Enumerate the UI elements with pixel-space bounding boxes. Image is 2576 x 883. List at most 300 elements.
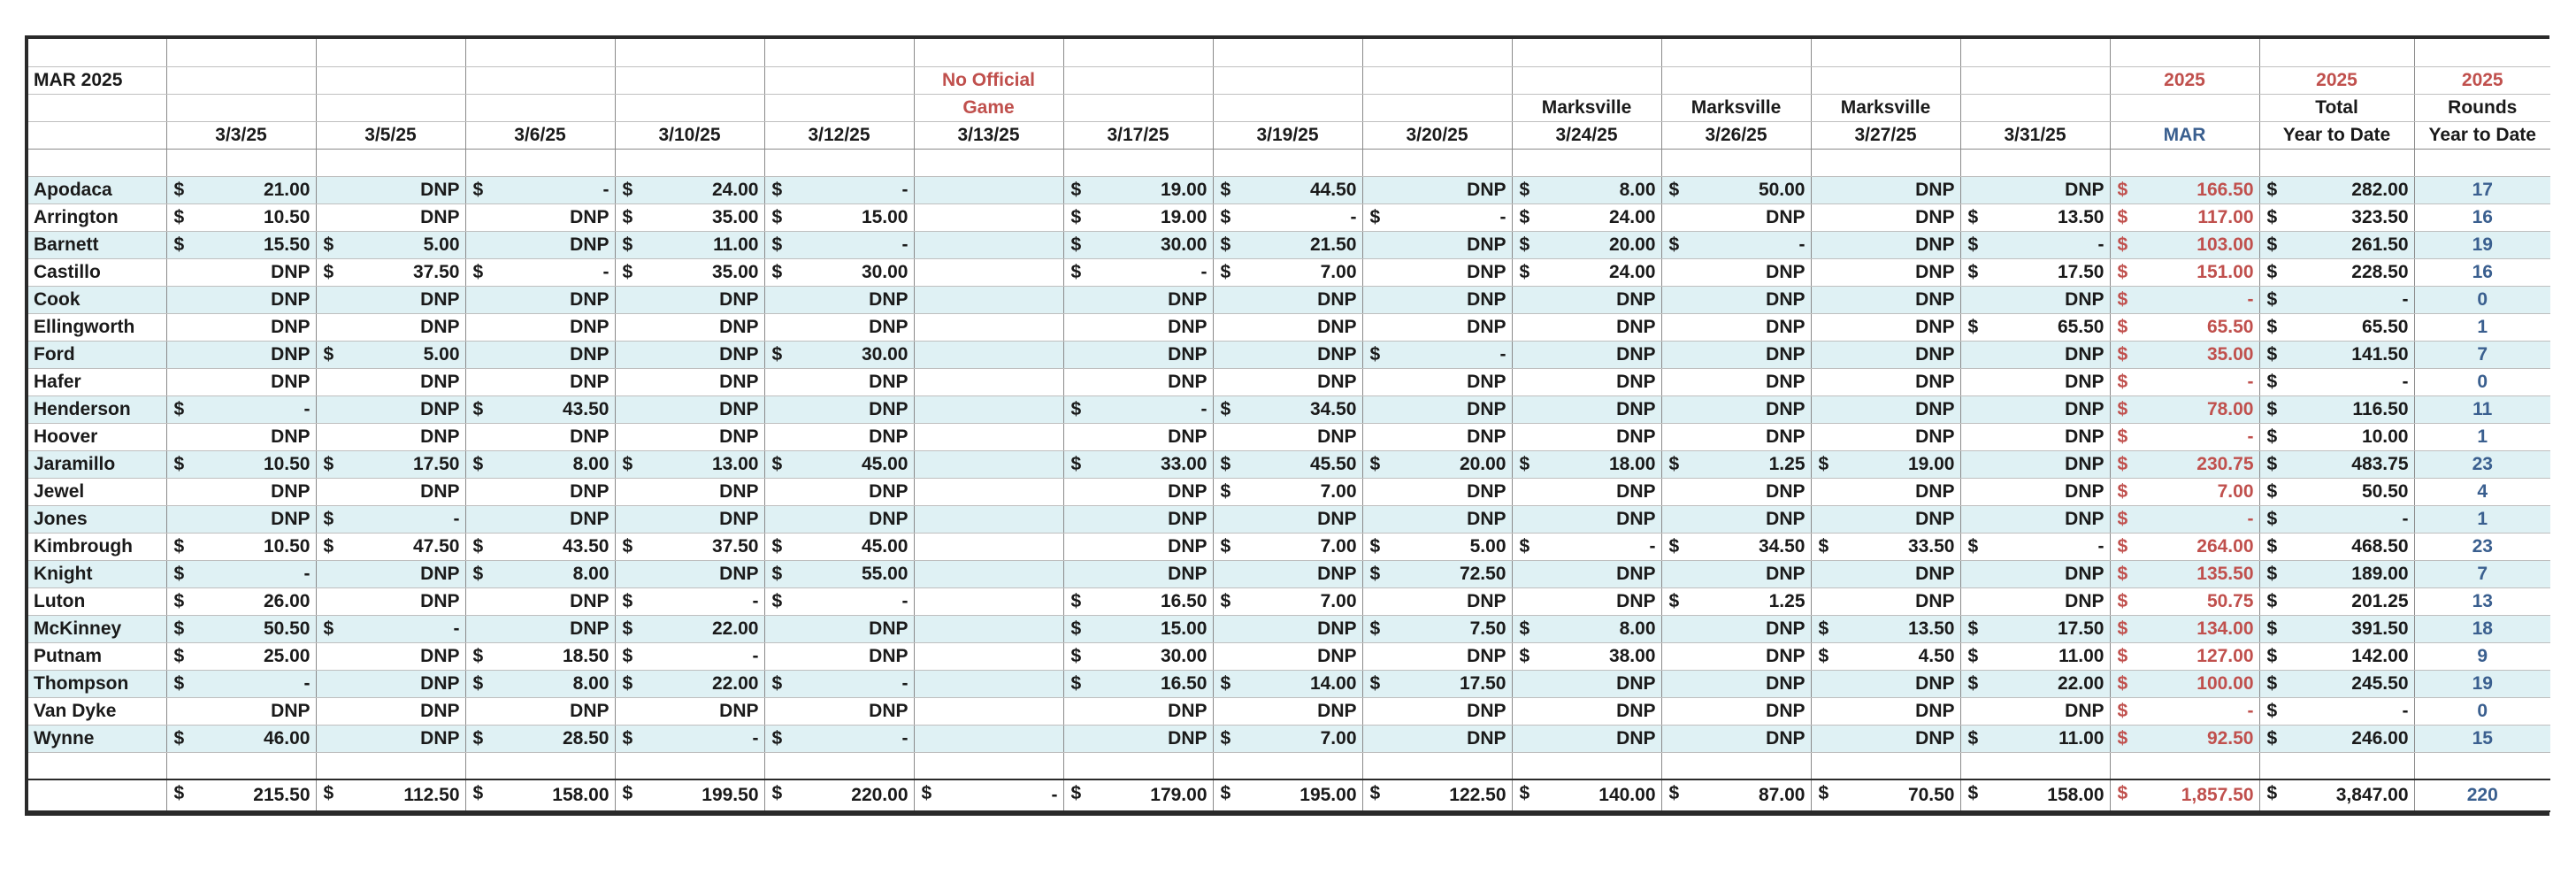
currency-symbol: $ — [173, 645, 185, 666]
game-cell — [1362, 560, 1512, 587]
game-cell — [316, 313, 465, 341]
currency-symbol: $ — [1519, 206, 1530, 227]
currency-symbol: $ — [323, 508, 334, 529]
currency-symbol: $ — [1220, 453, 1231, 474]
amount-value: 22.00 — [711, 618, 759, 639]
amount-value: 25.00 — [263, 645, 310, 666]
currency-symbol: $ — [173, 206, 185, 227]
game-cell — [1960, 533, 2110, 560]
player-name: Jewel — [28, 478, 166, 505]
dnp-value: DNP — [570, 206, 610, 227]
rounds-cell: 7 — [2414, 560, 2550, 587]
totals-row — [28, 779, 2550, 811]
currency-symbol: $ — [771, 563, 783, 584]
year-total-cell — [2259, 423, 2414, 450]
amount-value: 127.00 — [2196, 645, 2254, 666]
no-official-line-2: Game — [914, 94, 1063, 121]
game-cell — [1661, 313, 1811, 341]
currency-symbol: $ — [2117, 261, 2128, 282]
currency-symbol: $ — [1220, 179, 1231, 200]
currency-symbol: $ — [2266, 206, 2278, 227]
date-header: 3/6/25 — [465, 121, 615, 149]
game-cell — [615, 670, 764, 697]
game-cell — [1512, 615, 1661, 642]
amount-value: 37.50 — [412, 261, 460, 282]
currency-symbol: $ — [2117, 234, 2128, 255]
amount-value: 38.00 — [1608, 645, 1656, 666]
currency-symbol: $ — [2266, 563, 2278, 584]
amount-value: 5.00 — [423, 234, 460, 255]
currency-symbol: $ — [2117, 480, 2128, 502]
amount-value: 35.00 — [711, 261, 759, 282]
game-cell — [1512, 587, 1661, 615]
player-name: Hafer — [28, 368, 166, 395]
game-cell — [1960, 478, 2110, 505]
dnp-value: DNP — [420, 316, 460, 337]
game-cell — [1362, 615, 1512, 642]
dnp-value: DNP — [1915, 398, 1955, 419]
amount-value: - — [2402, 700, 2409, 721]
dnp-value: DNP — [869, 480, 908, 502]
game-cell — [1811, 450, 1960, 478]
year-total-cell — [2259, 615, 2414, 642]
amount-value: 55.00 — [861, 563, 908, 584]
amount-value: 468.50 — [2351, 535, 2409, 557]
amount-value: 7.00 — [2217, 480, 2254, 502]
game-cell — [1362, 368, 1512, 395]
game-cell — [316, 286, 465, 313]
dnp-value: DNP — [1766, 672, 1806, 694]
game-cell — [764, 533, 914, 560]
dnp-value: DNP — [1766, 618, 1806, 639]
game-cell — [914, 533, 1063, 560]
dnp-value: DNP — [2065, 453, 2104, 474]
mar-total-cell — [2110, 231, 2259, 258]
dnp-value: DNP — [2065, 288, 2104, 310]
game-cell — [1213, 587, 1362, 615]
currency-symbol: $ — [472, 398, 484, 419]
dnp-value: DNP — [719, 700, 759, 721]
currency-symbol: $ — [1070, 453, 1082, 474]
game-cell — [316, 642, 465, 670]
amount-value: 103.00 — [2196, 234, 2254, 255]
amount-value: 70.50 — [1907, 785, 1955, 805]
dnp-value: DNP — [1616, 398, 1656, 419]
column-total-cell — [914, 779, 1063, 811]
game-cell — [1213, 533, 1362, 560]
currency-symbol: $ — [1070, 206, 1082, 227]
game-cell — [1512, 368, 1661, 395]
amount-value: 8.00 — [572, 453, 610, 474]
amount-value: - — [901, 179, 908, 200]
game-cell — [1213, 697, 1362, 725]
game-cell — [1362, 587, 1512, 615]
amount-value: 17.50 — [2057, 618, 2104, 639]
game-cell — [1811, 286, 1960, 313]
game-cell — [764, 505, 914, 533]
dnp-value: DNP — [420, 563, 460, 584]
game-cell — [1811, 341, 1960, 368]
currency-symbol: $ — [2266, 645, 2278, 666]
player-name: Jones — [28, 505, 166, 533]
game-cell — [764, 670, 914, 697]
currency-symbol: $ — [173, 590, 185, 611]
amount-value: 21.50 — [1309, 234, 1357, 255]
currency-symbol: $ — [323, 783, 334, 803]
game-cell — [1362, 286, 1512, 313]
game-cell — [1811, 505, 1960, 533]
game-cell — [615, 231, 764, 258]
currency-symbol: $ — [622, 618, 633, 639]
dnp-value: DNP — [2065, 700, 2104, 721]
player-name: Kimbrough — [28, 533, 166, 560]
dnp-value: DNP — [1766, 288, 1806, 310]
dnp-value: DNP — [719, 371, 759, 392]
dnp-value: DNP — [1915, 234, 1955, 255]
dnp-value: DNP — [1317, 371, 1357, 392]
game-cell — [1063, 176, 1213, 203]
game-cell — [316, 203, 465, 231]
dnp-value: DNP — [1915, 700, 1955, 721]
dnp-value: DNP — [570, 426, 610, 447]
game-cell — [1811, 313, 1960, 341]
dnp-value: DNP — [1168, 563, 1208, 584]
game-cell — [465, 478, 615, 505]
mar-total-cell — [2110, 697, 2259, 725]
game-cell — [914, 587, 1063, 615]
amount-value: 43.50 — [562, 535, 610, 557]
amount-value: 230.75 — [2196, 453, 2254, 474]
amount-value: 28.50 — [562, 727, 610, 749]
game-cell — [1661, 231, 1811, 258]
dnp-value: DNP — [869, 508, 908, 529]
currency-symbol: $ — [2266, 371, 2278, 392]
year-total-cell — [2259, 313, 2414, 341]
currency-symbol: $ — [1070, 398, 1082, 419]
game-cell — [1512, 395, 1661, 423]
player-name: Wynne — [28, 725, 166, 752]
amount-value: 44.50 — [1309, 179, 1357, 200]
dnp-value: DNP — [719, 563, 759, 584]
game-cell — [764, 587, 914, 615]
dnp-value: DNP — [869, 316, 908, 337]
amount-value: 50.00 — [1758, 179, 1806, 200]
mar-total-cell — [2110, 395, 2259, 423]
mar-total-cell — [2110, 560, 2259, 587]
dnp-value: DNP — [1467, 480, 1506, 502]
game-cell — [615, 258, 764, 286]
dnp-value: DNP — [1616, 371, 1656, 392]
column-total-cell — [1811, 779, 1960, 811]
dnp-value: DNP — [1915, 288, 1955, 310]
game-cell — [166, 395, 316, 423]
mar-sub-header — [2110, 94, 2259, 121]
game-cell — [1213, 478, 1362, 505]
player-name: Castillo — [28, 258, 166, 286]
amount-value: 34.50 — [1309, 398, 1357, 419]
dnp-value: DNP — [719, 480, 759, 502]
dnp-value: DNP — [1317, 645, 1357, 666]
dnp-value: DNP — [1467, 179, 1506, 200]
dnp-value: DNP — [1467, 316, 1506, 337]
dnp-value: DNP — [570, 371, 610, 392]
game-cell — [615, 395, 764, 423]
currency-symbol: $ — [771, 590, 783, 611]
dnp-value: DNP — [1168, 288, 1208, 310]
player-name: Barnett — [28, 231, 166, 258]
amount-value: 11.00 — [2058, 645, 2104, 666]
currency-symbol: $ — [1818, 783, 1829, 803]
game-cell — [166, 203, 316, 231]
game-cell — [316, 670, 465, 697]
table-row — [28, 725, 2550, 752]
game-cell — [764, 313, 914, 341]
amount-value: - — [1200, 398, 1208, 419]
currency-symbol: $ — [1220, 535, 1231, 557]
game-cell — [1512, 670, 1661, 697]
currency-symbol: $ — [472, 727, 484, 749]
game-cell — [465, 725, 615, 752]
dnp-value: DNP — [420, 426, 460, 447]
no-official-line-1: No Official — [914, 66, 1063, 94]
amount-value: 158.00 — [2047, 785, 2104, 805]
game-cell — [166, 478, 316, 505]
rounds-cell: 16 — [2414, 203, 2550, 231]
game-cell — [1661, 587, 1811, 615]
marksville-label-3: Marksville — [1811, 94, 1960, 121]
currency-symbol: $ — [2266, 535, 2278, 557]
game-cell — [914, 258, 1063, 286]
amount-value: 47.50 — [412, 535, 460, 557]
game-cell — [1063, 368, 1213, 395]
game-cell — [1960, 505, 2110, 533]
amount-value: - — [2097, 234, 2104, 255]
game-cell — [1213, 176, 1362, 203]
amount-value: 46.00 — [263, 727, 310, 749]
dnp-value: DNP — [1915, 206, 1955, 227]
currency-symbol: $ — [771, 206, 783, 227]
game-cell — [1960, 587, 2110, 615]
amount-value: 215.50 — [253, 785, 310, 805]
year-total-cell — [2259, 560, 2414, 587]
year-total-cell — [2259, 395, 2414, 423]
currency-symbol: $ — [622, 672, 633, 694]
dnp-value: DNP — [1317, 618, 1357, 639]
column-total-cell — [615, 779, 764, 811]
game-cell — [764, 615, 914, 642]
currency-symbol: $ — [472, 179, 484, 200]
total-year-header: 2025 — [2259, 66, 2414, 94]
mar-total-cell — [2110, 368, 2259, 395]
currency-symbol: $ — [2266, 590, 2278, 611]
currency-symbol: $ — [323, 535, 334, 557]
game-cell — [166, 642, 316, 670]
mar-total-cell — [2110, 258, 2259, 286]
currency-symbol: $ — [1668, 453, 1680, 474]
dnp-value: DNP — [1915, 727, 1955, 749]
dnp-value: DNP — [570, 508, 610, 529]
dnp-value: DNP — [2065, 480, 2104, 502]
currency-symbol: $ — [1967, 261, 1979, 282]
currency-symbol: $ — [1967, 727, 1979, 749]
game-cell — [1512, 505, 1661, 533]
game-cell — [764, 341, 914, 368]
player-name: Putnam — [28, 642, 166, 670]
currency-symbol: $ — [2117, 618, 2128, 639]
currency-symbol: $ — [1519, 535, 1530, 557]
currency-symbol: $ — [771, 783, 783, 803]
column-total-cell — [1512, 779, 1661, 811]
currency-symbol: $ — [622, 453, 633, 474]
amount-value: 50.50 — [263, 618, 310, 639]
dnp-value: DNP — [1467, 590, 1506, 611]
currency-symbol: $ — [472, 535, 484, 557]
amount-value: 245.50 — [2351, 672, 2409, 694]
game-cell — [1213, 368, 1362, 395]
currency-symbol: $ — [1369, 453, 1381, 474]
dnp-value: DNP — [1915, 316, 1955, 337]
game-cell — [1661, 560, 1811, 587]
rounds-cell: 16 — [2414, 258, 2550, 286]
dnp-value: DNP — [570, 618, 610, 639]
dnp-value: DNP — [2065, 563, 2104, 584]
currency-symbol: $ — [1220, 783, 1231, 803]
game-cell — [316, 395, 465, 423]
game-cell — [1213, 423, 1362, 450]
currency-symbol: $ — [173, 179, 185, 200]
game-cell — [1661, 395, 1811, 423]
dnp-value: DNP — [1915, 480, 1955, 502]
amount-value: - — [901, 727, 908, 749]
game-cell — [1063, 587, 1213, 615]
amount-value: 151.00 — [2196, 261, 2254, 282]
table-row — [28, 587, 2550, 615]
mar-total-cell — [2110, 478, 2259, 505]
game-cell — [316, 258, 465, 286]
dnp-value: DNP — [869, 398, 908, 419]
column-total-cell — [1362, 779, 1512, 811]
game-cell — [1512, 478, 1661, 505]
amount-value: 166.50 — [2196, 179, 2254, 200]
dnp-value: DNP — [719, 288, 759, 310]
game-cell — [1213, 313, 1362, 341]
game-cell — [1063, 395, 1213, 423]
currency-symbol: $ — [1818, 453, 1829, 474]
game-cell — [465, 286, 615, 313]
currency-symbol: $ — [771, 261, 783, 282]
currency-symbol: $ — [2117, 398, 2128, 419]
rounds-grand-total: 220 — [2414, 779, 2550, 811]
player-name: Jaramillo — [28, 450, 166, 478]
game-cell — [615, 697, 764, 725]
amount-value: 24.00 — [1608, 261, 1656, 282]
game-cell — [166, 670, 316, 697]
amount-value: 92.50 — [2206, 727, 2254, 749]
dnp-value: DNP — [1616, 672, 1656, 694]
game-cell — [465, 533, 615, 560]
game-cell — [764, 286, 914, 313]
player-name: Knight — [28, 560, 166, 587]
dnp-value: DNP — [1168, 426, 1208, 447]
dnp-value: DNP — [1766, 700, 1806, 721]
game-cell — [1661, 341, 1811, 368]
amount-value: 1.25 — [1768, 590, 1806, 611]
dnp-value: DNP — [1467, 288, 1506, 310]
game-cell — [914, 203, 1063, 231]
game-cell — [1213, 670, 1362, 697]
game-cell — [1362, 670, 1512, 697]
currency-symbol: $ — [1967, 234, 1979, 255]
game-cell — [1362, 450, 1512, 478]
date-header: 3/20/25 — [1362, 121, 1512, 149]
game-cell — [764, 697, 914, 725]
amount-value: 30.00 — [861, 343, 908, 365]
dnp-value: DNP — [271, 426, 310, 447]
year-total-cell — [2259, 341, 2414, 368]
game-cell — [914, 697, 1063, 725]
rounds-cell: 0 — [2414, 697, 2550, 725]
dnp-value: DNP — [271, 261, 310, 282]
amount-value: - — [453, 618, 460, 639]
date-header: 3/19/25 — [1213, 121, 1362, 149]
amount-value: 45.00 — [861, 535, 908, 557]
amount-value: - — [2402, 371, 2409, 392]
amount-value: 220.00 — [851, 785, 908, 805]
year-grand-total — [2259, 779, 2414, 811]
table-row — [28, 286, 2550, 313]
amount-value: 134.00 — [2196, 618, 2254, 639]
game-cell — [914, 286, 1063, 313]
year-total-cell — [2259, 505, 2414, 533]
dnp-value: DNP — [570, 343, 610, 365]
game-cell — [316, 505, 465, 533]
amount-value: - — [602, 179, 610, 200]
amount-value: 22.00 — [711, 672, 759, 694]
amount-value: 13.50 — [2057, 206, 2104, 227]
game-cell — [316, 587, 465, 615]
game-cell — [1512, 423, 1661, 450]
amount-value: 65.50 — [2361, 316, 2409, 337]
currency-symbol: $ — [1369, 563, 1381, 584]
amount-value: 100.00 — [2196, 672, 2254, 694]
game-cell — [1661, 203, 1811, 231]
amount-value: 34.50 — [1758, 535, 1806, 557]
game-cell — [1063, 423, 1213, 450]
currency-symbol: $ — [2117, 783, 2128, 803]
game-cell — [615, 533, 764, 560]
mar-total-cell — [2110, 286, 2259, 313]
game-cell — [615, 725, 764, 752]
game-cell — [1063, 725, 1213, 752]
game-cell — [1960, 642, 2110, 670]
amount-value: 179.00 — [1150, 785, 1208, 805]
game-cell — [1063, 642, 1213, 670]
game-cell — [1811, 615, 1960, 642]
game-cell — [166, 505, 316, 533]
game-cell — [615, 560, 764, 587]
amount-value: 8.00 — [1619, 179, 1656, 200]
column-total-cell — [166, 779, 316, 811]
game-cell — [1960, 423, 2110, 450]
game-cell — [764, 423, 914, 450]
amount-value: 21.00 — [263, 179, 310, 200]
currency-symbol: $ — [771, 179, 783, 200]
dnp-value: DNP — [1616, 727, 1656, 749]
dnp-value: DNP — [271, 288, 310, 310]
year-total-cell — [2259, 368, 2414, 395]
amount-value: 11.00 — [713, 234, 759, 255]
amount-value: 323.50 — [2351, 206, 2409, 227]
